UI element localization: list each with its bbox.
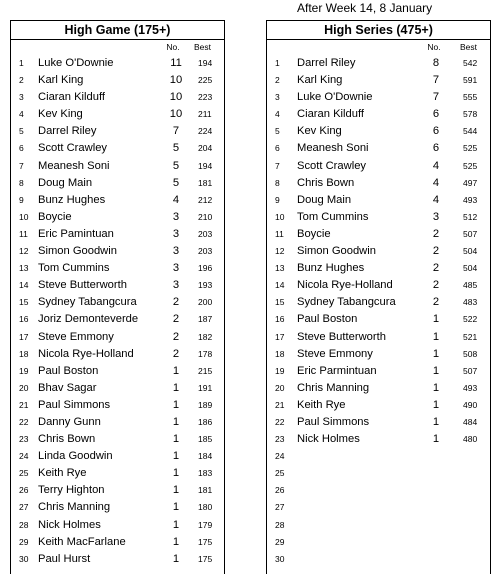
table-row: [11, 380, 224, 397]
player-name: Bunz Hughes: [297, 262, 365, 275]
row-rank: 27: [19, 502, 29, 513]
row-rank: 13: [19, 263, 29, 274]
count-value: 1: [432, 330, 440, 343]
count-value: 1: [172, 398, 180, 411]
best-score: 504: [463, 263, 478, 274]
table-row: [11, 551, 224, 568]
best-score: 182: [198, 331, 213, 342]
player-name: Nicola Rye-Holland: [38, 347, 134, 360]
count-value: 4: [432, 159, 440, 172]
row-rank: 12: [19, 246, 29, 257]
player-name: Keith MacFarlane: [38, 535, 126, 548]
row-rank: 28: [19, 519, 29, 530]
player-name: Paul Boston: [38, 364, 99, 377]
count-value: 3: [172, 210, 180, 223]
row-rank: 12: [275, 246, 285, 257]
player-name: Steve Butterworth: [297, 330, 386, 343]
table-row: [11, 89, 224, 106]
high-series-rows: [267, 55, 490, 568]
row-rank: 11: [275, 228, 284, 239]
table-row: [267, 106, 490, 123]
count-value: 11: [170, 57, 182, 69]
table-row: [11, 414, 224, 431]
count-value: 5: [172, 159, 180, 172]
best-score: 497: [463, 177, 478, 188]
row-rank: 3: [19, 92, 24, 103]
count-value: 2: [432, 245, 440, 258]
table-row: [267, 414, 490, 431]
table-row: [267, 534, 490, 551]
best-score: 508: [463, 348, 478, 359]
best-score: 484: [463, 416, 478, 427]
best-score: 189: [198, 399, 213, 410]
player-name: Boycie: [38, 210, 72, 223]
row-rank: 19: [19, 365, 29, 376]
best-score: 203: [198, 228, 213, 239]
table-row: [11, 140, 224, 157]
table-row: [267, 192, 490, 209]
best-score: 212: [198, 194, 213, 205]
row-rank: 25: [19, 468, 29, 479]
player-name: Paul Simmons: [38, 398, 111, 411]
player-name: Steve Butterworth: [38, 279, 127, 292]
count-value: 3: [172, 279, 180, 292]
row-rank: 24: [275, 451, 285, 462]
table-row: [267, 277, 490, 294]
row-rank: 14: [19, 280, 29, 291]
count-value: 2: [432, 262, 440, 275]
row-rank: 7: [275, 160, 280, 171]
row-rank: 18: [19, 348, 29, 359]
row-rank: 2: [275, 75, 280, 86]
table-row: [11, 517, 224, 534]
count-value: 1: [172, 381, 180, 394]
player-name: Karl King: [38, 74, 84, 87]
table-row: [11, 260, 224, 277]
row-rank: 23: [275, 434, 285, 445]
count-value: 6: [432, 108, 440, 121]
count-value: 4: [172, 193, 180, 206]
player-name: Darrel Riley: [297, 57, 356, 69]
row-rank: 20: [19, 382, 29, 393]
count-value: 5: [172, 142, 180, 155]
best-score: 186: [198, 416, 213, 427]
player-name: Sydney Tabangcura: [297, 296, 396, 309]
best-score: 504: [463, 246, 478, 257]
row-rank: 3: [275, 92, 280, 103]
best-score: 203: [198, 246, 213, 257]
row-rank: 2: [19, 75, 24, 86]
table-row: [11, 363, 224, 380]
high-series-title: High Series (475+): [267, 21, 490, 40]
count-value: 1: [432, 398, 440, 411]
row-rank: 7: [19, 160, 24, 171]
player-name: Kev King: [297, 125, 342, 138]
count-value: 10: [169, 74, 183, 87]
row-rank: 15: [19, 297, 29, 308]
row-rank: 24: [19, 451, 29, 462]
best-score: 493: [463, 382, 478, 393]
count-value: 2: [172, 347, 180, 360]
table-row: [267, 329, 490, 346]
count-value: 1: [432, 313, 440, 326]
row-rank: 4: [275, 109, 280, 120]
count-value: 1: [172, 501, 180, 514]
best-score: 555: [463, 92, 478, 103]
best-score: 210: [198, 211, 213, 222]
player-name: Doug Main: [38, 176, 93, 189]
row-rank: 9: [275, 194, 280, 205]
row-rank: 13: [275, 263, 285, 274]
player-name: Paul Boston: [297, 313, 358, 326]
count-value: 7: [432, 91, 440, 104]
row-rank: 26: [275, 485, 285, 496]
table-row: [11, 243, 224, 260]
table-row: [11, 158, 224, 175]
table-row: [267, 499, 490, 516]
row-rank: 19: [275, 365, 285, 376]
player-name: Tom Cummins: [38, 262, 110, 275]
player-name: Darrel Riley: [38, 125, 97, 138]
col-best-header: Best: [194, 42, 212, 52]
best-score: 507: [463, 228, 478, 239]
row-rank: 1: [19, 58, 24, 68]
table-row: [11, 226, 224, 243]
best-score: 187: [198, 314, 213, 325]
row-rank: 27: [275, 502, 285, 513]
row-rank: 11: [19, 228, 28, 239]
table-row: [11, 55, 224, 72]
table-row: [267, 311, 490, 328]
row-rank: 16: [19, 314, 29, 325]
count-value: 3: [172, 227, 180, 240]
col-best-header: Best: [460, 42, 478, 52]
best-score: 493: [463, 194, 478, 205]
page-subtitle: After Week 14, 8 January: [297, 1, 433, 15]
count-value: 3: [172, 262, 180, 275]
best-score: 522: [463, 314, 478, 325]
table-row: [11, 346, 224, 363]
row-rank: 5: [275, 126, 280, 137]
table-row: [11, 329, 224, 346]
row-rank: 22: [19, 416, 29, 427]
table-row: [11, 72, 224, 89]
table-row: [11, 499, 224, 516]
count-value: 1: [172, 467, 180, 480]
count-value: 1: [172, 484, 180, 497]
player-name: Kev King: [38, 108, 83, 121]
row-rank: 6: [19, 143, 24, 154]
best-score: 179: [198, 519, 213, 530]
player-name: Paul Hurst: [38, 552, 91, 565]
count-value: 3: [172, 245, 180, 258]
row-rank: 8: [19, 177, 24, 188]
count-value: 5: [172, 176, 180, 189]
row-rank: 1: [275, 58, 280, 68]
table-row: [11, 106, 224, 123]
player-name: Scott Crawley: [38, 142, 108, 155]
row-rank: 10: [275, 211, 285, 222]
best-score: 542: [463, 58, 478, 68]
row-rank: 28: [275, 519, 285, 530]
table-row: [267, 482, 490, 499]
table-row: [267, 431, 490, 448]
best-score: 211: [198, 109, 212, 120]
table-row: [11, 465, 224, 482]
table-row: [11, 482, 224, 499]
table-row: [267, 89, 490, 106]
count-value: 1: [432, 381, 440, 394]
player-name: Nicola Rye-Holland: [297, 279, 393, 292]
player-name: Meanesh Soni: [38, 159, 110, 172]
player-name: Tom Cummins: [297, 210, 369, 223]
table-row: [11, 397, 224, 414]
row-rank: 29: [275, 536, 285, 547]
player-name: Keith Rye: [38, 467, 87, 480]
row-rank: 17: [19, 331, 29, 342]
high-series-header: [267, 40, 490, 55]
row-rank: 16: [275, 314, 285, 325]
player-name: Scott Crawley: [297, 159, 367, 172]
table-row: [11, 431, 224, 448]
player-name: Doug Main: [297, 193, 352, 206]
row-rank: 20: [275, 382, 285, 393]
table-row: [267, 243, 490, 260]
best-score: 194: [198, 58, 213, 68]
count-value: 4: [432, 176, 440, 189]
player-name: Luke O'Downie: [38, 57, 114, 69]
row-rank: 15: [275, 297, 285, 308]
count-value: 3: [432, 210, 440, 223]
row-rank: 5: [19, 126, 24, 137]
best-score: 193: [198, 280, 213, 291]
player-name: Keith Rye: [297, 398, 346, 411]
player-name: Chris Bown: [38, 433, 96, 446]
table-row: [267, 175, 490, 192]
count-value: 1: [432, 347, 440, 360]
player-name: Chris Bown: [297, 176, 355, 189]
player-name: Nick Holmes: [297, 433, 360, 446]
player-name: Ciaran Kilduff: [297, 108, 364, 121]
player-name: Meanesh Soni: [297, 142, 369, 155]
row-rank: 26: [19, 485, 29, 496]
row-rank: 21: [275, 399, 285, 410]
best-score: 225: [198, 75, 213, 86]
high-game-header: [11, 40, 224, 55]
count-value: 7: [432, 74, 440, 87]
best-score: 183: [198, 468, 213, 479]
player-name: Simon Goodwin: [38, 245, 117, 258]
row-rank: 25: [275, 468, 285, 479]
count-value: 1: [432, 364, 440, 377]
table-row: [267, 517, 490, 534]
count-value: 1: [172, 364, 180, 377]
player-name: Joriz Demonteverde: [38, 313, 139, 326]
count-value: 10: [169, 91, 183, 104]
row-rank: 23: [19, 434, 29, 445]
table-row: [11, 209, 224, 226]
table-row: [267, 226, 490, 243]
row-rank: 8: [275, 177, 280, 188]
best-score: 184: [198, 451, 213, 462]
table-row: [267, 397, 490, 414]
player-name: Chris Manning: [38, 501, 111, 514]
player-name: Danny Gunn: [38, 415, 101, 428]
best-score: 181: [198, 177, 213, 188]
high-game-table: [10, 20, 225, 574]
count-value: 1: [172, 433, 180, 446]
best-score: 200: [198, 297, 213, 308]
high-game-title: High Game (175+): [11, 21, 224, 40]
table-row: [267, 363, 490, 380]
count-value: 8: [432, 57, 440, 69]
player-name: Sydney Tabangcura: [38, 296, 137, 309]
row-rank: 10: [19, 211, 29, 222]
table-row: [11, 534, 224, 551]
table-row: [267, 260, 490, 277]
row-rank: 9: [19, 194, 24, 205]
row-rank: 17: [275, 331, 285, 342]
count-value: 1: [172, 415, 180, 428]
count-value: 1: [172, 518, 180, 531]
player-name: Boycie: [297, 227, 331, 240]
row-rank: 6: [275, 143, 280, 154]
count-value: 2: [172, 296, 180, 309]
row-rank: 4: [19, 109, 24, 120]
best-score: 591: [463, 75, 478, 86]
table-row: [11, 277, 224, 294]
table-row: [11, 123, 224, 140]
count-value: 1: [432, 433, 440, 446]
table-row: [11, 448, 224, 465]
best-score: 480: [463, 434, 478, 445]
count-value: 7: [172, 125, 180, 138]
count-value: 1: [172, 552, 180, 565]
count-value: 1: [172, 450, 180, 463]
player-name: Nick Holmes: [38, 518, 101, 531]
best-score: 512: [463, 211, 478, 222]
count-value: 2: [172, 313, 180, 326]
best-score: 525: [463, 160, 478, 171]
best-score: 180: [198, 502, 213, 513]
table-row: [267, 551, 490, 568]
table-row: [11, 192, 224, 209]
best-score: 521: [463, 331, 478, 342]
best-score: 175: [198, 536, 213, 547]
table-row: [267, 72, 490, 89]
high-game-rows: [11, 55, 224, 568]
player-name: Eric Pamintuan: [38, 227, 114, 240]
best-score: 507: [463, 365, 478, 376]
player-name: Paul Simmons: [297, 415, 370, 428]
best-score: 178: [198, 348, 213, 359]
player-name: Chris Manning: [297, 381, 370, 394]
count-value: 1: [172, 535, 180, 548]
best-score: 525: [463, 143, 478, 154]
best-score: 194: [198, 160, 213, 171]
best-score: 224: [198, 126, 213, 137]
best-score: 204: [198, 143, 213, 154]
player-name: Luke O'Downie: [297, 91, 373, 104]
table-row: [267, 55, 490, 72]
count-value: 10: [169, 108, 183, 121]
col-no-header: No.: [166, 42, 180, 52]
count-value: 4: [432, 193, 440, 206]
best-score: 483: [463, 297, 478, 308]
player-name: Simon Goodwin: [297, 245, 376, 258]
table-row: [267, 140, 490, 157]
best-score: 485: [463, 280, 478, 291]
count-value: 2: [432, 279, 440, 292]
best-score: 175: [198, 553, 213, 564]
row-rank: 18: [275, 348, 285, 359]
player-name: Linda Goodwin: [38, 450, 113, 463]
count-value: 6: [432, 125, 440, 138]
best-score: 578: [463, 109, 478, 120]
col-no-header: No.: [427, 42, 441, 52]
best-score: 544: [463, 126, 478, 137]
best-score: 223: [198, 92, 213, 103]
table-row: [267, 158, 490, 175]
row-rank: 30: [19, 553, 29, 564]
player-name: Steve Emmony: [38, 330, 114, 343]
count-value: 6: [432, 142, 440, 155]
player-name: Terry Highton: [38, 484, 105, 497]
table-row: [11, 294, 224, 311]
table-row: [11, 311, 224, 328]
table-row: [267, 448, 490, 465]
player-name: Eric Parmintuan: [297, 364, 377, 377]
player-name: Karl King: [297, 74, 343, 87]
table-row: [267, 380, 490, 397]
table-row: [267, 123, 490, 140]
count-value: 2: [432, 296, 440, 309]
player-name: Steve Emmony: [297, 347, 373, 360]
row-rank: 30: [275, 553, 285, 564]
high-series-table: [266, 20, 491, 574]
best-score: 196: [198, 263, 213, 274]
table-row: [267, 465, 490, 482]
table-row: [11, 175, 224, 192]
player-name: Bhav Sagar: [38, 381, 97, 394]
row-rank: 29: [19, 536, 29, 547]
row-rank: 22: [275, 416, 285, 427]
best-score: 185: [198, 434, 213, 445]
table-row: [267, 209, 490, 226]
row-rank: 14: [275, 280, 285, 291]
best-score: 215: [198, 365, 213, 376]
table-row: [267, 346, 490, 363]
count-value: 2: [172, 330, 180, 343]
player-name: Ciaran Kilduff: [38, 91, 105, 104]
best-score: 181: [198, 485, 213, 496]
count-value: 2: [432, 227, 440, 240]
best-score: 490: [463, 399, 478, 410]
count-value: 1: [432, 415, 440, 428]
best-score: 191: [198, 382, 213, 393]
table-row: [267, 294, 490, 311]
player-name: Bunz Hughes: [38, 193, 106, 206]
row-rank: 21: [19, 399, 29, 410]
